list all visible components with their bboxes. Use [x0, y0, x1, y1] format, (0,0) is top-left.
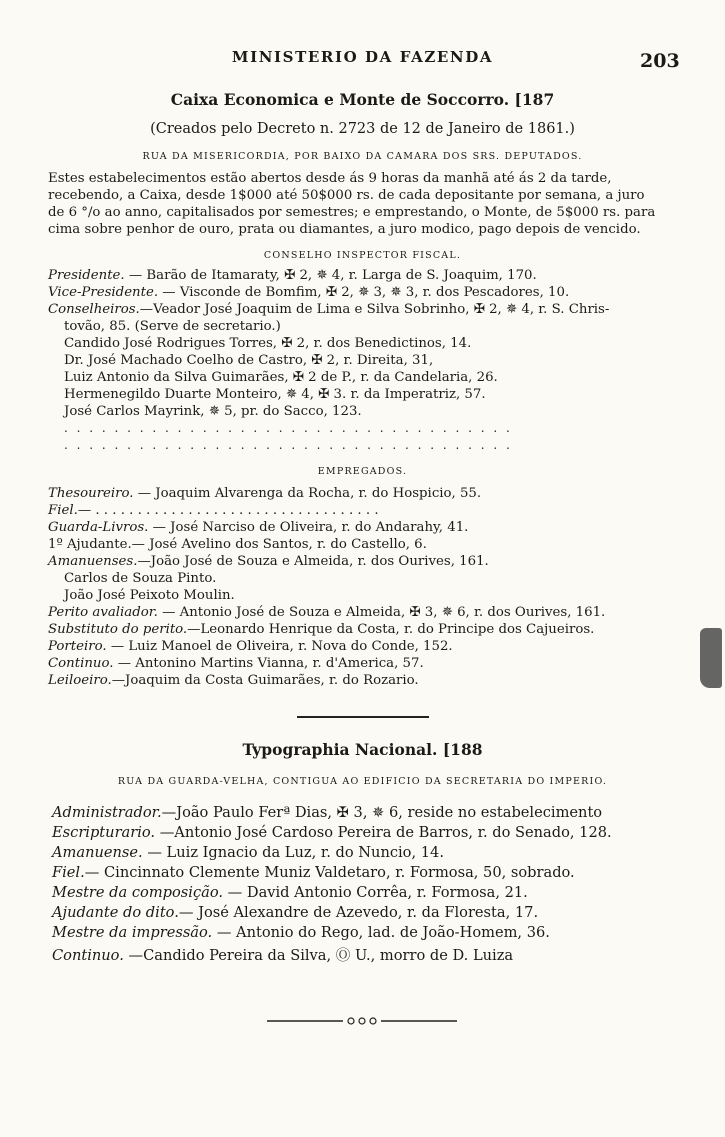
role-label: Mestre da composição.	[52, 884, 223, 901]
typographia-entry	[52, 944, 513, 965]
page-edge-tab	[700, 628, 722, 688]
intro-paragraph-line: recebendo, a Caixa, desde 1$000 até 50$000 rs. de cada depositante por semana, a juro	[48, 188, 645, 203]
entry-text: — David Antonio Corrêa, r. Formosa, 21.	[223, 884, 528, 901]
empregado-entry	[48, 537, 427, 552]
entry-text: — Antonino Martins Vianna, r. d'America, 57.	[113, 656, 424, 671]
entry-text: Carlos de Souza Pinto.	[64, 571, 217, 586]
entry-text: —Veador José Joaquim de Lima e Silva Sobrinho, ✠ 2, ✵ 4, r. S. Chris-	[139, 302, 610, 317]
section-title-caixa: Caixa Economica e Monte de Soccorro. [187	[170, 90, 555, 109]
entry-text: —João José de Souza e Almeida, r. dos Ourives, 161.	[137, 554, 489, 569]
section-title-typographia: Typographia Nacional. [188	[242, 740, 483, 759]
role-label: Porteiro.	[48, 639, 107, 654]
role-label: Mestre da impressão.	[52, 924, 213, 941]
empregado-entry	[48, 673, 419, 688]
role-label: Conselheiros.	[48, 302, 140, 317]
role-label: Perito avaliador.	[48, 605, 158, 620]
typographia-entry	[52, 844, 444, 861]
role-label: Administrador.	[52, 804, 162, 821]
role-label: Fiel.	[52, 864, 85, 881]
entry-text: — Luiz Manoel de Oliveira, r. Nova do Conde, 152.	[106, 639, 453, 654]
conselho-entry	[64, 404, 362, 419]
entry-text: —João Paulo Ferª Dias, ✠ 3, ✵ 6, reside no estabelecimento	[161, 804, 603, 821]
entry-text: — José Narciso de Oliveira, r. do Andarahy, 41.	[148, 520, 469, 535]
entry-text: Candido José Rodrigues Torres, ✠ 2, r. dos Benedictinos, 14.	[64, 336, 472, 351]
entry-text: —Candido Pereira da Silva, Ⓞ U., morro de D. Luiza	[123, 947, 514, 964]
typographia-entry	[52, 804, 602, 821]
empregado-entry	[48, 656, 424, 671]
role-label: Presidente.	[48, 268, 125, 283]
page-number: 203	[640, 50, 680, 72]
typographia-entry	[52, 824, 612, 841]
typographia-entry	[52, 904, 538, 921]
entry-text: — Luiz Ignacio da Luz, r. do Nuncio, 14.	[142, 844, 444, 861]
conselho-entry	[64, 353, 433, 368]
empregado-entry	[64, 571, 216, 586]
role-label: Vice-Presidente.	[48, 285, 159, 300]
entry-text: Dr. José Machado Coelho de Castro, ✠ 2, r. Direita, 31,	[64, 353, 434, 368]
typographia-entry	[52, 884, 528, 901]
role-label: Amanuenses.	[48, 554, 138, 569]
entry-text: — Antonio José de Souza e Almeida, ✠ 3, ✵ 6, r. dos Ourives, 161.	[157, 605, 606, 620]
entry-text: — Visconde de Bomfim, ✠ 2, ✵ 3, ✵ 3, r. dos Pescadores, 10.	[158, 285, 570, 300]
conselho-entry	[64, 387, 486, 402]
entry-text: José Carlos Mayrink, ✵ 5, pr. do Sacco, 123.	[64, 404, 362, 419]
role-label: Continuo.	[52, 947, 124, 964]
entry-text: João José Peixoto Moulin.	[64, 588, 235, 603]
typographia-entry	[52, 864, 575, 881]
dotted-leader: . . . . . . . . . . . . . . . . . . . . . . . . . . . . . . . . . . . .	[64, 438, 513, 452]
intro-paragraph-line: cima sobre penhor de ouro, prata ou diamantes, a juro modico, pago depois de vencido.	[48, 222, 641, 237]
decree-line: (Creados pelo Decreto n. 2723 de 12 de Janeiro de 1861.)	[150, 121, 575, 137]
role-label: Amanuense.	[52, 844, 143, 861]
entry-text: — Antonio do Rego, lad. de João-Homem, 36.	[212, 924, 550, 941]
entry-text: — . . . . . . . . . . . . . . . . . . . . . . . . . . . . . . . . . .	[77, 503, 379, 518]
role-label: Leiloeiro.	[48, 673, 112, 688]
intro-paragraph-line: de 6 °/o ao anno, capitalisados por semestres; e emprestando, o Monte, de 5$000 rs. para	[48, 205, 656, 220]
role-label: Guarda-Livros.	[48, 520, 149, 535]
conselho-entry	[64, 336, 471, 351]
section-divider	[297, 716, 429, 718]
entry-text: —Leonardo Henrique da Costa, r. do Principe dos Cajueiros.	[187, 622, 595, 637]
entry-text: — Joaquim Alvarenga da Rocha, r. do Hospicio, 55.	[133, 486, 482, 501]
entry-text: tovão, 85. (Serve de secretario.)	[64, 319, 281, 334]
role-label: Escripturario.	[52, 824, 156, 841]
entry-text: —Joaquim da Costa Guimarães, r. do Rozario.	[111, 673, 419, 688]
typographia-address: RUA DA GUARDA-VELHA, CONTIGUA AO EDIFICIO DA SECRETARIA DO IMPERIO.	[117, 776, 608, 787]
role-label: Substituto do perito.	[48, 622, 188, 637]
entry-text: 1º Ajudante.— José Avelino dos Santos, r. do Castello, 6.	[48, 537, 427, 552]
entry-text: — Barão de Itamaraty, ✠ 2, ✵ 4, r. Larga de S. Joaquim, 170.	[124, 268, 537, 283]
empregado-entry	[48, 554, 489, 569]
conselho-entry	[48, 285, 569, 300]
empregado-entry	[48, 520, 468, 535]
conselho-entry	[48, 268, 537, 283]
caixa-address: RUA DA MISERICORDIA, POR BAIXO DA CAMARA DOS SRS. DEPUTADOS.	[142, 151, 583, 162]
empregado-entry	[48, 622, 594, 637]
empregado-entry	[48, 605, 605, 620]
entry-text: — José Alexandre de Azevedo, r. da Floresta, 17.	[178, 904, 539, 921]
empregado-entry	[48, 639, 453, 654]
role-label: Ajudante do dito.	[52, 904, 179, 921]
empregados-heading: EMPREGADOS.	[317, 466, 408, 477]
empregado-entry	[48, 486, 481, 501]
conselho-entry	[48, 302, 609, 317]
empregado-entry	[64, 588, 235, 603]
entry-text: Luiz Antonio da Silva Guimarães, ✠ 2 de P., r. da Candelaria, 26.	[64, 370, 498, 385]
entry-text: —Antonio José Cardoso Pereira de Barros, r. do Senado, 128.	[155, 824, 612, 841]
conselho-entry	[64, 370, 498, 385]
intro-paragraph-line: Estes estabelecimentos estão abertos desde ás 9 horas da manhã até ás 2 da tarde,	[48, 171, 612, 186]
conselho-heading: CONSELHO INSPECTOR FISCAL.	[263, 250, 462, 261]
role-label: Continuo.	[48, 656, 114, 671]
entry-text: Hermenegildo Duarte Monteiro, ✵ 4, ✠ 3. r. da Imperatriz, 57.	[64, 387, 486, 402]
role-label: Fiel.	[48, 503, 78, 518]
role-label: Thesoureiro.	[48, 486, 134, 501]
empregado-entry	[48, 503, 379, 518]
dotted-leader: . . . . . . . . . . . . . . . . . . . . . . . . . . . . . . . . . . . .	[64, 421, 513, 435]
conselho-entry	[64, 319, 281, 334]
running-header: MINISTERIO DA FAZENDA	[231, 48, 494, 66]
typographia-entry	[52, 924, 550, 941]
end-ornament	[267, 1011, 457, 1021]
entry-text: — Cincinnato Clemente Muniz Valdetaro, r. Formosa, 50, sobrado.	[84, 864, 575, 881]
